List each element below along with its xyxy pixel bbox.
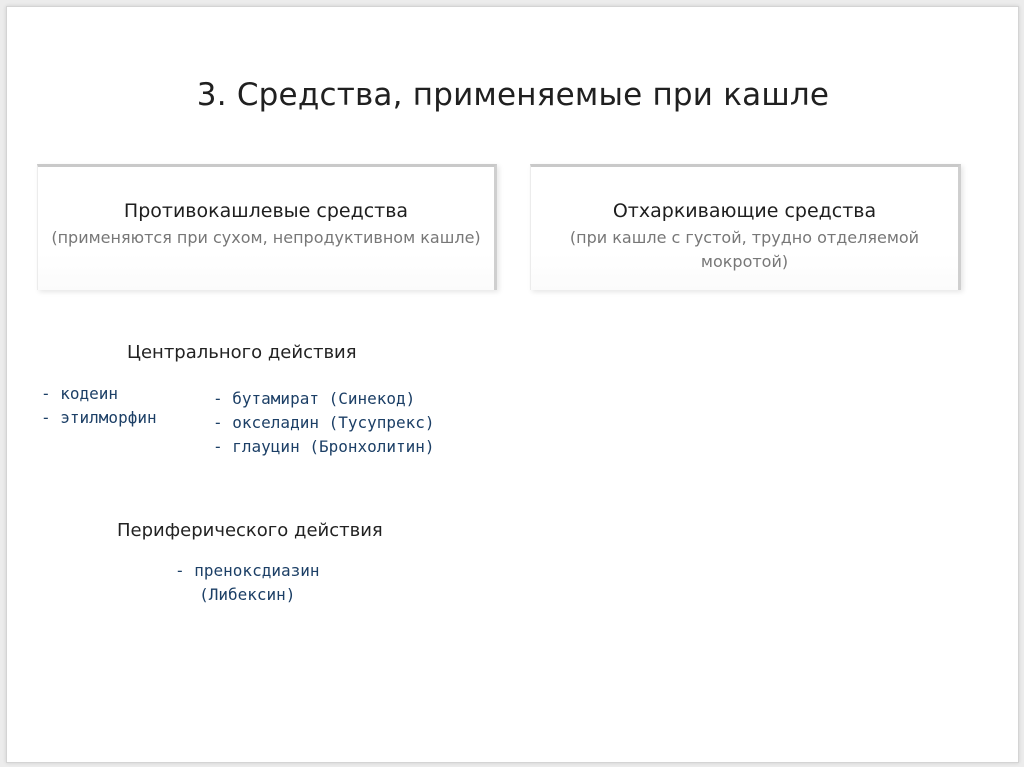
central-drug-list-nonopioid [213, 387, 435, 459]
peripheral-drug-list [175, 559, 320, 607]
list-item: - глауцин (Бронхолитин) [213, 437, 435, 456]
antitussive-box [37, 164, 497, 290]
peripheral-action-heading: Периферического действия [117, 520, 383, 541]
list-item: - окселадин (Тусупрекс) [213, 413, 435, 432]
antitussive-note: (применяются при сухом, непродуктивном кашле) [51, 228, 481, 247]
slide-title: 3. Средства, применяемые при кашле [196, 77, 830, 113]
list-item: (Либексин) [199, 585, 296, 604]
antitussive-heading: Противокашлевые средства [123, 200, 409, 222]
central-action-heading: Центрального действия [127, 342, 357, 363]
expectorant-note: (при кашле с густой, трудно отделяемой мокротой) [569, 228, 920, 271]
expectorant-box [530, 164, 961, 290]
central-drug-list-opioid [41, 382, 157, 430]
list-item: - бутамират (Синекод) [213, 389, 416, 408]
list-item: - преноксдиазин [175, 561, 320, 580]
list-item: - этилморфин [41, 408, 157, 427]
list-item: - кодеин [41, 384, 119, 403]
expectorant-heading: Отхаркивающие средства [612, 200, 877, 222]
slide [6, 6, 1019, 763]
